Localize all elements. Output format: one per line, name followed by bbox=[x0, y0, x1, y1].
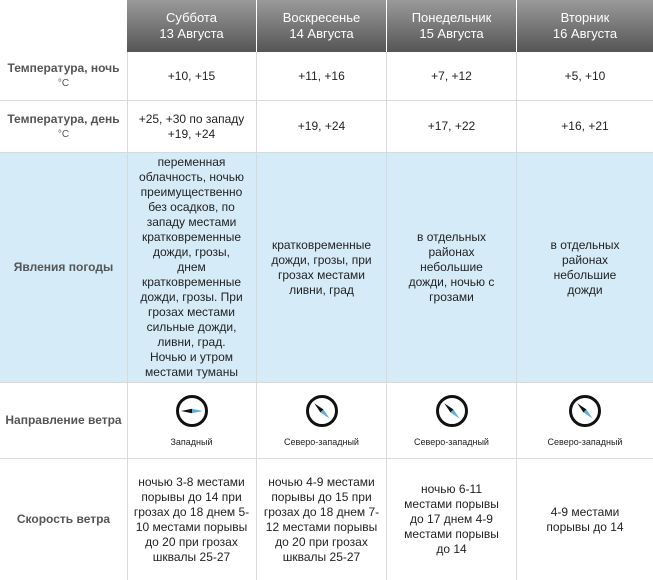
row-label-wind-direction: Направление ветра bbox=[5, 413, 122, 427]
header-weekday: Воскресенье bbox=[282, 10, 361, 25]
header-day-4 bbox=[517, 0, 653, 52]
header-weekday: Вторник bbox=[560, 10, 610, 25]
wind-speed-cell: ночью 6-11 местами порывы до 17 днем 4-9 местами порывы до 14 bbox=[404, 482, 499, 556]
header-day-3 bbox=[387, 0, 516, 52]
row-label-weather: Явления погоды bbox=[13, 260, 114, 274]
wind-direction-cell bbox=[517, 383, 653, 458]
header-day-2 bbox=[257, 0, 386, 52]
temp-day-cell: +19, +24 bbox=[297, 119, 346, 133]
header-day-1 bbox=[127, 0, 256, 52]
weather-cell: кратковременные дожди, грозы, при грозах местами ливни, град bbox=[271, 237, 372, 297]
row-label-text: Температура, ночь bbox=[7, 61, 120, 75]
row-label-temp-day bbox=[0, 101, 127, 152]
weather-cell: в отдельных районах небольшие дожди bbox=[550, 237, 620, 297]
temp-night-cell: +11, +16 bbox=[298, 68, 345, 83]
wind-direction-cell bbox=[257, 383, 386, 458]
row-label-wind-speed: Скорость ветра bbox=[16, 512, 111, 526]
wind-speed-cell: ночью 3-8 местами порывы до 14 при грозах до 18 днем 5-10 местами порывы до 20 при грозах шквалы 25-27 bbox=[133, 474, 250, 564]
compass-northwest-icon bbox=[305, 394, 339, 428]
temp-night-cell: +5, +10 bbox=[564, 68, 606, 83]
header-weekday: Понедельник bbox=[411, 10, 492, 25]
row-label-text: Температура, день bbox=[7, 111, 120, 126]
weather-cell: в отдельных районах небольшие дожди, ночью с грозами bbox=[408, 230, 495, 304]
header-date: 15 Августа bbox=[419, 26, 484, 41]
wind-direction-label: Западный bbox=[170, 436, 213, 447]
temp-day-cell: +25, +30 по западу +19, +24 bbox=[138, 111, 245, 141]
wind-speed-cell: 4-9 местами порывы до 14 bbox=[546, 504, 624, 534]
row-label-unit: °C bbox=[57, 78, 70, 89]
wind-direction-label: Северо-западный bbox=[414, 436, 489, 447]
header-weekday: Суббота bbox=[166, 10, 217, 25]
row-label-temp-night bbox=[0, 52, 127, 100]
wind-direction-cell bbox=[127, 383, 256, 458]
wind-speed-cell: ночью 4-9 местами порывы до 15 при грозах до 18 днем 7-12 местами порывы до 20 при грозах шквалы 25-27 bbox=[263, 474, 380, 564]
compass-west-icon bbox=[175, 394, 209, 428]
wind-direction-label: Северо-западный bbox=[547, 436, 623, 447]
header-date: 13 Августа bbox=[159, 26, 224, 41]
compass-northwest-icon bbox=[435, 394, 469, 428]
header-date: 14 Августа bbox=[289, 26, 354, 41]
weather-cell: переменная облачность, ночью преимущественно без осадков, по западу местами кратковременные дожди, грозы, днем кратковременные дожди, грозы. При грозах местами сильные дожди, ливни, град. Ночью и утром местами туманы bbox=[139, 155, 244, 379]
compass-northwest-icon bbox=[568, 394, 602, 428]
header-date: 16 Августа bbox=[552, 26, 618, 41]
temp-night-cell: +7, +12 bbox=[431, 68, 472, 83]
temp-night-cell: +10, +15 bbox=[167, 68, 216, 83]
row-label-unit: °C bbox=[57, 128, 70, 140]
temp-day-cell: +17, +22 bbox=[427, 119, 476, 133]
wind-direction-label: Северо-западный bbox=[284, 436, 359, 447]
wind-direction-cell bbox=[387, 383, 516, 458]
temp-day-cell: +16, +21 bbox=[561, 119, 609, 133]
